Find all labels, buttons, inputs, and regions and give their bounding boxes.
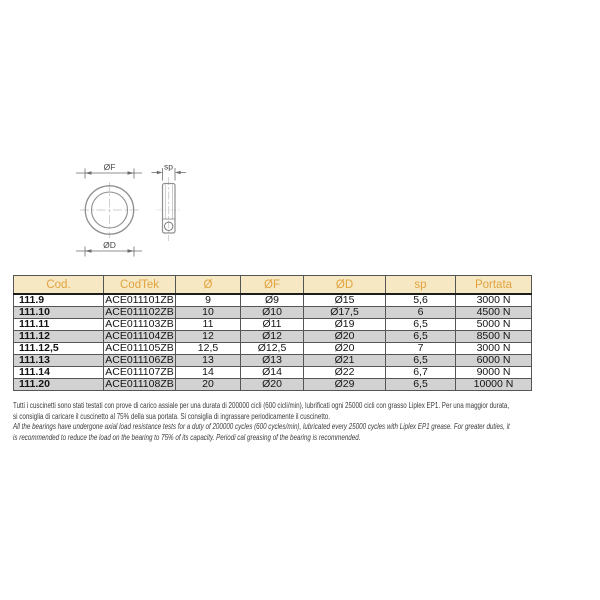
table-row (14, 343, 532, 355)
table-cell-cod: 111.12,5 (14, 343, 104, 355)
header-portata: Portata (456, 276, 532, 295)
table-cell: ACE011103ZB (105, 318, 174, 330)
table-cell: Ø20 (304, 331, 386, 343)
footnotes (13, 401, 598, 443)
table-cell: 6,5 (386, 355, 456, 367)
table-cell: Ø17,5 (304, 307, 386, 319)
header-sp: sp (386, 276, 456, 295)
header-codtek: CodTek (104, 276, 176, 295)
table-cell: Ø15 (304, 294, 386, 307)
table-cell: 7 (386, 343, 456, 355)
table-cell: Ø11 (241, 319, 304, 331)
spec-table (13, 275, 532, 391)
dimension-sp-label: sp (164, 161, 173, 172)
table-cell-cod: 111.20 (14, 379, 104, 391)
table-cell-cod: 111.10 (14, 307, 104, 319)
table-row (14, 379, 532, 391)
table-cell-cod: 111.9 (14, 294, 104, 307)
table-cell: 13 (176, 355, 241, 367)
table-cell: Ø29 (304, 379, 386, 391)
table-cell: Ø14 (241, 367, 304, 379)
table-cell: ACE011107ZB (105, 366, 174, 378)
table-cell: 10 (176, 307, 241, 319)
table-cell: 6,5 (386, 319, 456, 331)
table-row (14, 367, 532, 379)
table-cell: ACE011101ZB (105, 294, 174, 306)
table-cell: Ø21 (304, 355, 386, 367)
table-cell: 9 (176, 294, 241, 307)
table-cell: 10000 N (456, 379, 532, 391)
note-italian-line-2: si consiglia di caricare il cuscinetto al 75% della sua portata. Si consiglia di ingrassare periodicamente il cuscinetto. (13, 411, 331, 421)
note-italian-line-1: Tutti i cuscinetti sono stati testati con prove di carico assiale per una durata di 200000 cicli (600 cicli/min), lubrificati ogni 25000 cicli con grasso Liplex EP1. Per una maggior durata, (13, 401, 510, 410)
table-cell: Ø12 (241, 331, 304, 343)
table-row (14, 355, 532, 367)
table-cell: ACE011105ZB (105, 342, 174, 354)
table-cell: 6 (386, 307, 456, 319)
table-cell: Ø22 (304, 367, 386, 379)
table-cell: 12,5 (176, 343, 241, 355)
note-english-line-1: All the bearings have undergone axial load resistance tests for a duty of 200000 cycles (600 cycles/min), lubricated every 25000 cycles with Liplex EP1 grease. For greater duties, it (13, 422, 510, 431)
table-row (14, 319, 532, 331)
table-row (14, 294, 532, 307)
table-cell: 6000 N (456, 355, 532, 367)
table-cell: 20 (176, 379, 241, 391)
table-cell-cod: 111.13 (14, 355, 104, 367)
table-cell: 5000 N (456, 319, 532, 331)
table-cell-cod: 111.14 (14, 367, 104, 379)
note-english-line-2: is recommended to reduce the load on the bearing to 75% of its capacity. Periodi cal greasing of the bearing is recommended. (13, 432, 361, 442)
table-cell: Ø10 (241, 307, 304, 319)
table-cell: 3000 N (456, 294, 532, 307)
table-cell: 5,6 (386, 294, 456, 307)
dimension-d-label: ØD (103, 240, 116, 250)
table-cell: Ø12,5 (241, 343, 304, 355)
table-cell: ACE011102ZB (105, 306, 174, 318)
table-row (14, 331, 532, 343)
table-cell: ACE011106ZB (105, 354, 174, 366)
table-cell: ACE011108ZB (105, 378, 174, 390)
spec-table-body (14, 294, 532, 391)
technical-drawing (0, 140, 260, 275)
header-cod: Cod. (14, 276, 104, 295)
table-cell: 6,5 (386, 379, 456, 391)
table-cell-cod: 111.12 (14, 331, 104, 343)
header-o: Ø (176, 276, 241, 295)
table-header-row (14, 276, 532, 295)
side-view-section (152, 162, 187, 242)
table-cell: 8500 N (456, 331, 532, 343)
table-cell: Ø19 (304, 319, 386, 331)
table-cell: 4500 N (456, 307, 532, 319)
dimension-f-label: ØF (103, 162, 116, 172)
table-cell: Ø13 (241, 355, 304, 367)
header-od: ØD (304, 276, 386, 295)
table-cell: Ø20 (241, 379, 304, 391)
header-of: ØF (241, 276, 304, 295)
front-view-ring (76, 162, 142, 257)
table-cell: Ø9 (241, 294, 304, 307)
table-row (14, 307, 532, 319)
table-cell: 9000 N (456, 367, 532, 379)
table-cell-cod: 111.11 (14, 319, 104, 331)
table-cell: 11 (176, 319, 241, 331)
table-cell: 12 (176, 331, 241, 343)
table-cell: 14 (176, 367, 241, 379)
table-cell: 6,7 (386, 367, 456, 379)
table-cell: 3000 N (456, 343, 532, 355)
table-cell: 6,5 (386, 331, 456, 343)
table-cell: ACE011104ZB (105, 330, 174, 342)
table-cell: Ø20 (304, 343, 386, 355)
